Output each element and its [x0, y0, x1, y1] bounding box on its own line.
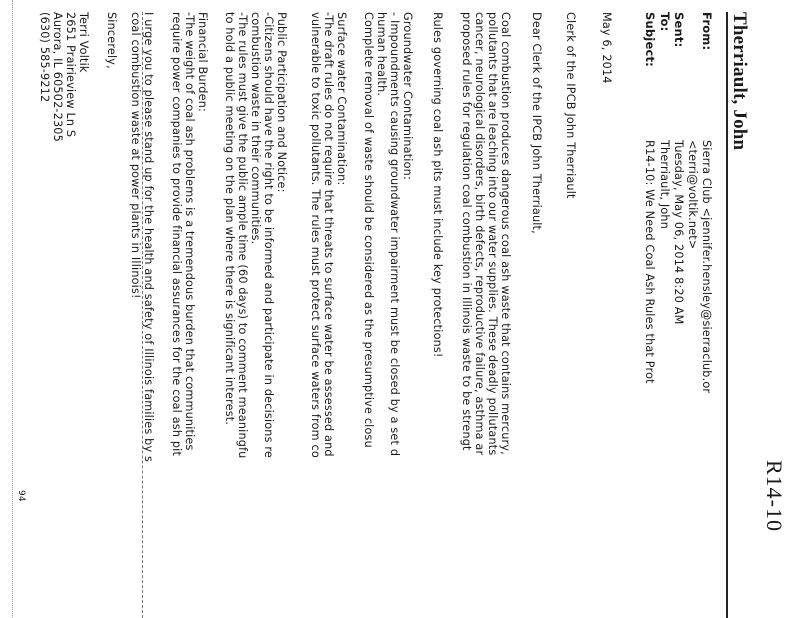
page-number: 94 [16, 490, 26, 502]
section-line: to hold a public meeting on the plan where there is significant interest. [223, 12, 236, 426]
section-line: human health. [375, 12, 388, 97]
section-heading: Public Participation and Notice: [275, 12, 288, 193]
date-line: May 6, 2014 [600, 12, 613, 84]
heading-rule [726, 12, 728, 618]
header-label-from: From: [700, 12, 714, 51]
recipient-line: Clerk of the IPCB John Therriault [564, 12, 577, 199]
signoff: Sincerely, [105, 12, 118, 69]
section-line: vulnerable to toxic pollutants. The rules must protect surface waters from co [309, 12, 322, 458]
intro-line: cancer, neurological disorders, birth defects, reproductive failure, asthma ar [473, 12, 486, 456]
section-line: combustion waste in their communities. [249, 12, 262, 245]
section-line: - Impoundments causing groundwater impairment must be closed by a set d [388, 12, 401, 457]
salutation: Dear Clerk of the IPCB John Therriault, [530, 12, 543, 234]
signature-line: (630) 585-9212 [38, 12, 51, 103]
section-line: -The draft rules do not require that threats to surface water be assessed and [322, 12, 335, 457]
header-value-from-email: <terri@voltik.net> [686, 140, 699, 250]
section-heading: Surface water Contamination: [335, 12, 348, 186]
sender-heading: Therriault, John [729, 12, 750, 151]
section-line: -The weight of coal ash problems is a tremendous burden that communities [183, 12, 196, 451]
header-label-to: To: [658, 12, 672, 32]
section-heading: Financial Burden: [196, 12, 209, 112]
scan-edge-dots [11, 0, 13, 618]
rules-line: Rules governing coal ash pits must include key protections! [431, 12, 444, 358]
signature-line: 2651 Prairieview Ln S [64, 12, 77, 138]
header-value-subject: R14-10: We Need Coal Ash Rules that Prot [643, 140, 656, 384]
section-line: -Citizens should have the right to be informed and participate in decisions re [262, 12, 275, 459]
scan-artifact-line [141, 12, 143, 618]
signature-line: Aurora, IL 60502-2305 [51, 12, 64, 142]
intro-line: pollutants that are leaching into our water supplies. These deadly pollutants [486, 12, 499, 456]
header-value-to: Therriault, John [658, 140, 671, 229]
exhibit-code: R14-10 [762, 460, 787, 532]
signature-line: Terri Voltik [77, 12, 90, 73]
closing-line: I urge you to please stand up for the health and safety of Illinois families by s [142, 12, 155, 463]
header-value-sent: Tuesday, May 06, 2014 8:20 AM [672, 140, 685, 325]
header-label-subject: Subject: [643, 12, 657, 67]
section-line: -The rules must give the public ample time (60 days) to comment meaningfu [236, 12, 249, 459]
section-line: Complete removal of waste should be considered as the presumptive closu [362, 12, 375, 448]
section-heading: Groundwater Contamination: [401, 12, 414, 180]
intro-line: Coal combustion produces dangerous coal ash waste that contains mercury, [499, 12, 512, 455]
section-line: require power companies to provide financial assurances for the coal ash pit [170, 12, 183, 457]
intro-line: proposed rules for regulation coal combustion in Illinois waste to be strengt [460, 12, 473, 451]
header-label-sent: Sent: [672, 12, 686, 48]
closing-line: coal combustion waste at power plants in Illinois! [129, 12, 142, 299]
header-value-from: Sierra Club <jennifer.hensley@sierraclub.or [700, 140, 713, 394]
